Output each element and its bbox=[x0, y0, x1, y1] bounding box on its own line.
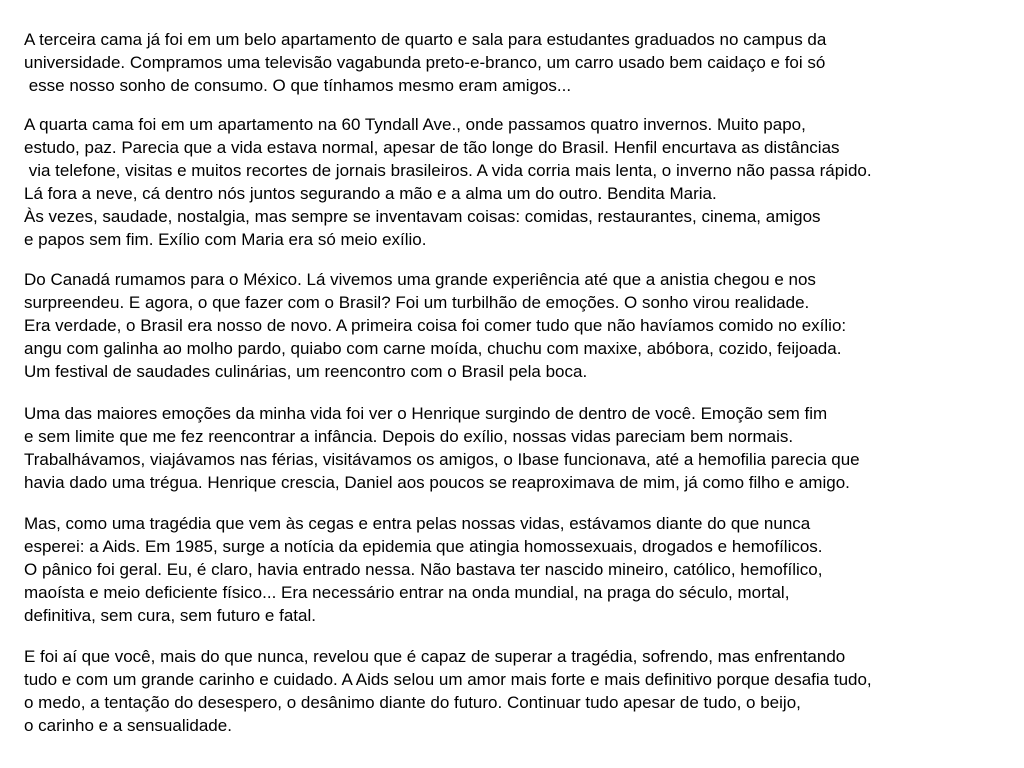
text-line: o medo, a tentação do desespero, o desânimo diante do futuro. Continuar tudo apesar de tudo, o beijo, bbox=[24, 693, 801, 712]
text-line: universidade. Compramos uma televisão vagabunda preto-e-branco, um carro usado bem caidaço e foi só bbox=[24, 53, 826, 72]
text-line: definitiva, sem cura, sem futuro e fatal. bbox=[24, 606, 316, 625]
paragraph-3 bbox=[24, 268, 846, 383]
text-line: A quarta cama foi em um apartamento na 60 Tyndall Ave., onde passamos quatro invernos. Muito papo, bbox=[24, 115, 806, 134]
text-line: esperei: a Aids. Em 1985, surge a notícia da epidemia que atingia homossexuais, drogados e hemofílicos. bbox=[24, 537, 823, 556]
text-line: Mas, como uma tragédia que vem às cegas e entra pelas nossas vidas, estávamos diante do que nunca bbox=[24, 514, 811, 533]
text-line: O pânico foi geral. Eu, é claro, havia entrado nessa. Não bastava ter nascido mineiro, católico, hemofílico, bbox=[24, 560, 823, 579]
text-line: tudo e com um grande carinho e cuidado. A Aids selou um amor mais forte e mais definitivo porque desafia tudo, bbox=[24, 670, 872, 689]
text-line: Trabalhávamos, viajávamos nas férias, visitávamos os amigos, o Ibase funcionava, até a hemofilia parecia que bbox=[24, 450, 860, 469]
text-line: Um festival de saudades culinárias, um reencontro com o Brasil pela boca. bbox=[24, 362, 588, 381]
text-line: e papos sem fim. Exílio com Maria era só meio exílio. bbox=[24, 230, 427, 249]
text-line: via telefone, visitas e muitos recortes de jornais brasileiros. A vida corria mais lenta, o inverno não passa rápido. bbox=[24, 161, 872, 180]
paragraph-6 bbox=[24, 645, 872, 737]
text-line: e sem limite que me fez reencontrar a infância. Depois do exílio, nossas vidas pareciam bem normais. bbox=[24, 427, 794, 446]
paragraph-2 bbox=[24, 113, 872, 251]
text-line: Do Canadá rumamos para o México. Lá vivemos uma grande experiência até que a anistia chegou e nos bbox=[24, 270, 816, 289]
text-line: surpreendeu. E agora, o que fazer com o Brasil? Foi um turbilhão de emoções. O sonho virou realidade. bbox=[24, 293, 810, 312]
paragraph-4 bbox=[24, 402, 860, 494]
text-line: Uma das maiores emoções da minha vida foi ver o Henrique surgindo de dentro de você. Emoção sem fim bbox=[24, 404, 828, 423]
text-line: Às vezes, saudade, nostalgia, mas sempre se inventavam coisas: comidas, restaurantes, cinema, amigos bbox=[24, 207, 821, 226]
paragraph-1 bbox=[24, 28, 826, 97]
paragraph-5 bbox=[24, 512, 823, 627]
text-line: estudo, paz. Parecia que a vida estava normal, apesar de tão longe do Brasil. Henfil encurtava as distâncias bbox=[24, 138, 840, 157]
text-line: maoísta e meio deficiente físico... Era necessário entrar na onda mundial, na praga do século, mortal, bbox=[24, 583, 790, 602]
text-line: Era verdade, o Brasil era nosso de novo. A primeira coisa foi comer tudo que não havíamos comido no exílio: bbox=[24, 316, 847, 335]
text-line: havia dado uma trégua. Henrique crescia, Daniel aos poucos se reaproximava de mim, já como filho e amigo. bbox=[24, 473, 850, 492]
text-line: Lá fora a neve, cá dentro nós juntos segurando a mão e a alma um do outro. Bendita Maria. bbox=[24, 184, 717, 203]
text-line: E foi aí que você, mais do que nunca, revelou que é capaz de superar a tragédia, sofrendo, mas enfrentando bbox=[24, 647, 846, 666]
text-line: esse nosso sonho de consumo. O que tínhamos mesmo eram amigos... bbox=[24, 76, 572, 95]
text-line: angu com galinha ao molho pardo, quiabo com carne moída, chuchu com maxixe, abóbora, cozido, feijoada. bbox=[24, 339, 842, 358]
text-line: A terceira cama já foi em um belo apartamento de quarto e sala para estudantes graduados no campus da bbox=[24, 30, 827, 49]
text-line: o carinho e a sensualidade. bbox=[24, 716, 232, 735]
